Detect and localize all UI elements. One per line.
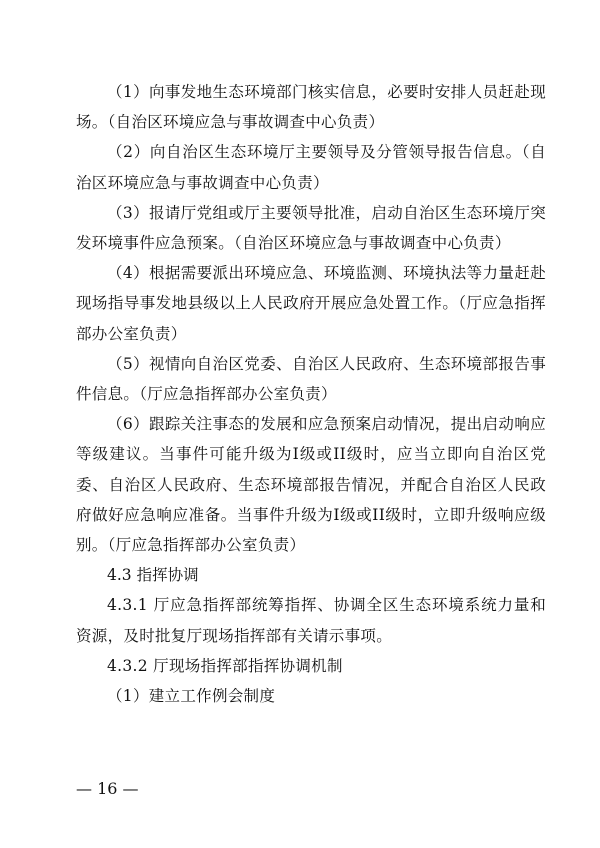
subsection-4-3-2: 4.3.2 厅现场指挥部指挥协调机制 bbox=[107, 656, 343, 675]
paragraph-4: （4）根据需要派出环境应急、环境监测、环境执法等力量赶赴现场指导事发地县级以上人民政府开展应急处置工作。（厅应急指挥部办公室负责） bbox=[76, 264, 546, 343]
section-title: 指挥协调 bbox=[136, 566, 199, 585]
section-number: 4.3 bbox=[107, 566, 132, 585]
page-number: — 16 — bbox=[76, 779, 139, 798]
document-body bbox=[76, 77, 546, 711]
item-1: （1）建立工作例会制度 bbox=[107, 687, 276, 706]
section-heading bbox=[76, 560, 546, 590]
subsection-4-3-1: 4.3.1 厅应急指挥部统筹指挥、协调全区生态环境系统力量和资源，及时批复厅现场指挥部有关请示事项。 bbox=[76, 596, 546, 645]
paragraph-3: （3）报请厅党组或厅主要领导批准，启动自治区生态环境厅突发环境事件应急预案。（自治区环境应急与事故调查中心负责） bbox=[76, 203, 546, 253]
paragraph-1: （1）向事发地生态环境部门核实信息，必要时安排人员赶赴现场。（自治区环境应急与事故调查中心负责） bbox=[76, 83, 546, 132]
paragraph-5: （5）视情向自治区党委、自治区人民政府、生态环境部报告事件信息。（厅应急指挥部办公室负责） bbox=[76, 354, 546, 404]
paragraph-2: （2）向自治区生态环境厅主要领导及分管领导报告信息。（自治区环境应急与事故调查中心负责） bbox=[76, 143, 546, 192]
paragraph-6: （6）跟踪关注事态的发展和应急预案启动情况，提出启动响应等级建议。当事件可能升级为I级或II级时，应当立即向自治区党委、自治区人民政府、生态环境部报告情况，并配合自治区人民政府做好应急响应准备。当事件升级为I级或II级时，立即升级响应级别。（厅应急指挥部办公室负责） bbox=[76, 415, 546, 555]
